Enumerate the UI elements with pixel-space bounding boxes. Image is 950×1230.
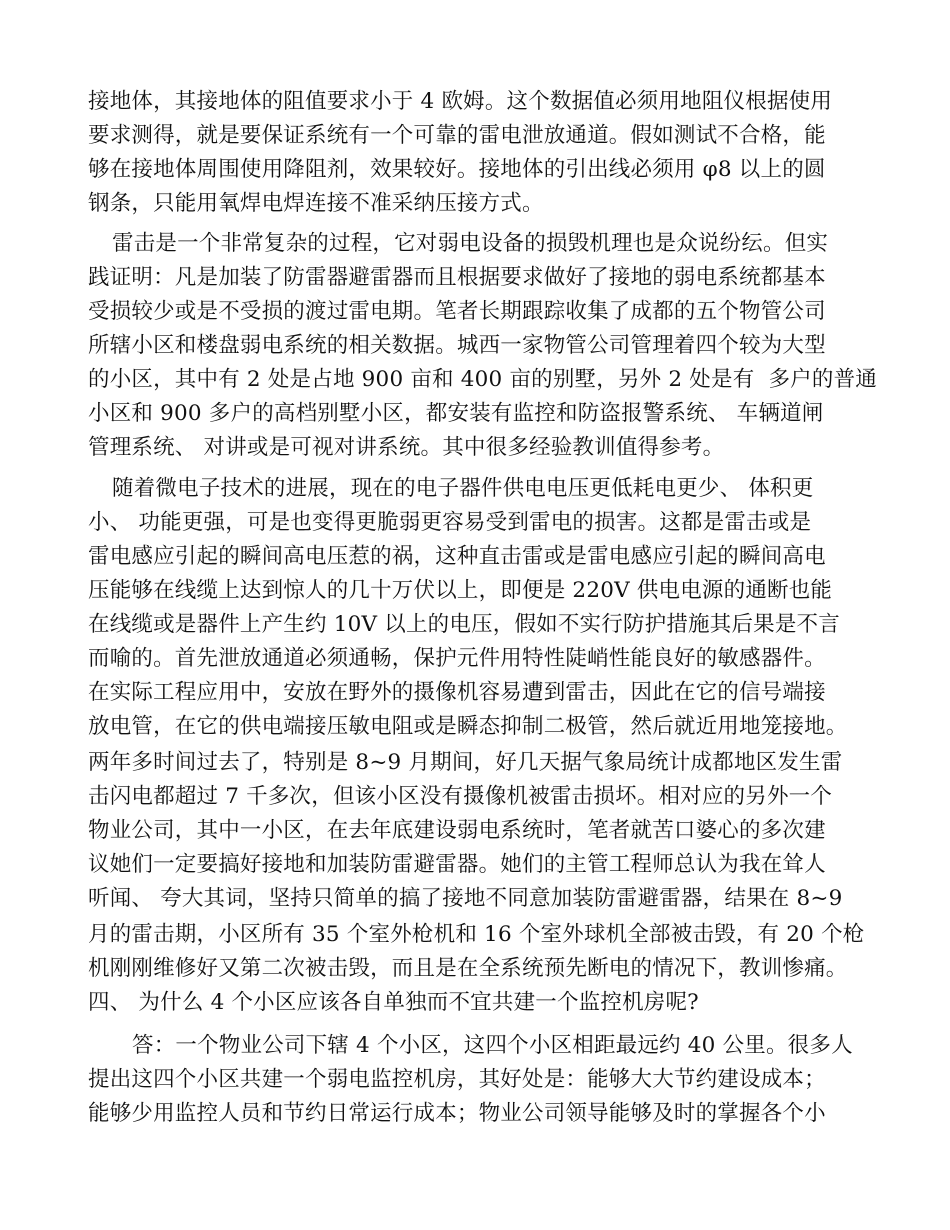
section-heading: 四、 为什么 4 个小区应该各自单独而不宜共建一个监控机房呢? xyxy=(88,990,699,1015)
text-line: 放电管，在它的供电端接压敏电阻或是瞬态抑制二极管，然后就近用地笼接地。 xyxy=(88,714,848,739)
text-line: 雷电感应引起的瞬间高电压惹的祸，这种直击雷或是雷电感应引起的瞬间高电 xyxy=(88,544,826,569)
text-line: 小区和 900 多户的高档别墅小区，都安装有监控和防盗报警系统、 车辆道闸 xyxy=(88,401,824,426)
text-line: 物业公司，其中一小区，在去年底建设弱电系统时，笔者就苦口婆心的多次建 xyxy=(88,818,826,843)
text-line: 的小区，其中有 2 处是占地 900 亩和 400 亩的别墅，另外 2 处是有 多户的普通 xyxy=(88,367,877,392)
text-line: 两年多时间过去了，特别是 8~9 月期间，好几天据气象局统计成都地区发生雷 xyxy=(88,750,843,775)
text-line: 接地体，其接地体的阻值要求小于 4 欧姆。这个数据值必须用地阻仪根据使用 xyxy=(88,89,833,114)
text-line: 听闻、 夸大其词，坚持只简单的搞了接地不同意加装防雷避雷器，结果在 8~9 xyxy=(88,886,843,911)
text-line: 在实际工程应用中，安放在野外的摄像机容易遭到雷击，因此在它的信号端接 xyxy=(88,680,826,705)
text-line: 月的雷击期，小区所有 35 个室外枪机和 16 个室外球机全部被击毁，有 20 个枪 xyxy=(88,922,865,947)
text-line: 在线缆或是器件上产生约 10V 以上的电压，假如不实行防护措施其后果是不言 xyxy=(88,612,840,637)
paragraph-first-line: 答：一个物业公司下辖 4 个小区，这四个小区相距最远约 40 公里。很多人 xyxy=(132,1033,853,1058)
text-line: 要求测得，就是要保证系统有一个可靠的雷电泄放通道。假如测试不合格，能 xyxy=(88,123,826,148)
text-line: 管理系统、 对讲或是可视对讲系统。其中很多经验教训值得参考。 xyxy=(88,435,725,460)
text-line: 击闪电都超过 7 千多次，但该小区没有摄像机被雷击损坏。相对应的另外一个 xyxy=(88,784,833,809)
text-line: 而喻的。首先泄放通道必须通畅，保护元件用特性陡峭性能良好的敏感器件。 xyxy=(88,646,826,671)
text-line: 够在接地体周围使用降阻剂，效果较好。接地体的引出线必须用 φ8 以上的圆 xyxy=(88,157,826,182)
paragraph-first-line: 雷击是一个非常复杂的过程，它对弱电设备的损毁机理也是众说纷纭。但实 xyxy=(112,231,829,256)
text-line: 所辖小区和楼盘弱电系统的相关数据。城西一家物管公司管理着四个较为大型 xyxy=(88,333,826,358)
text-line: 议她们一定要搞好接地和加装防雷避雷器。她们的主管工程师总认为我在耸人 xyxy=(88,852,826,877)
text-line: 能够少用监控人员和节约日常运行成本；物业公司领导能够及时的掌握各个小 xyxy=(88,1101,826,1126)
paragraph-first-line: 随着微电子技术的进展，现在的电子器件供电电压更低耗电更少、 体积更 xyxy=(112,476,814,501)
text-line: 受损较少或是不受损的渡过雷电期。笔者长期跟踪收集了成都的五个物管公司 xyxy=(88,299,826,324)
text-line: 压能够在线缆上达到惊人的几十万伏以上，即便是 220V 供电电源的通断也能 xyxy=(88,578,833,603)
text-line: 小、 功能更强，可是也变得更脆弱更容易受到雷电的损害。这都是雷击或是 xyxy=(88,510,812,535)
text-line: 践证明：凡是加装了防雷器避雷器而且根据要求做好了接地的弱电系统都基本 xyxy=(88,265,826,290)
text-line: 钢条，只能用氧焊电焊连接不准采纳压接方式。 xyxy=(88,191,544,216)
text-line: 提出这四个小区共建一个弱电监控机房，其好处是：能够大大节约建设成本； xyxy=(88,1067,826,1092)
text-line: 机刚刚维修好又第二次被击毁，而且是在全系统预先断电的情况下，教训惨痛。 xyxy=(88,956,848,981)
